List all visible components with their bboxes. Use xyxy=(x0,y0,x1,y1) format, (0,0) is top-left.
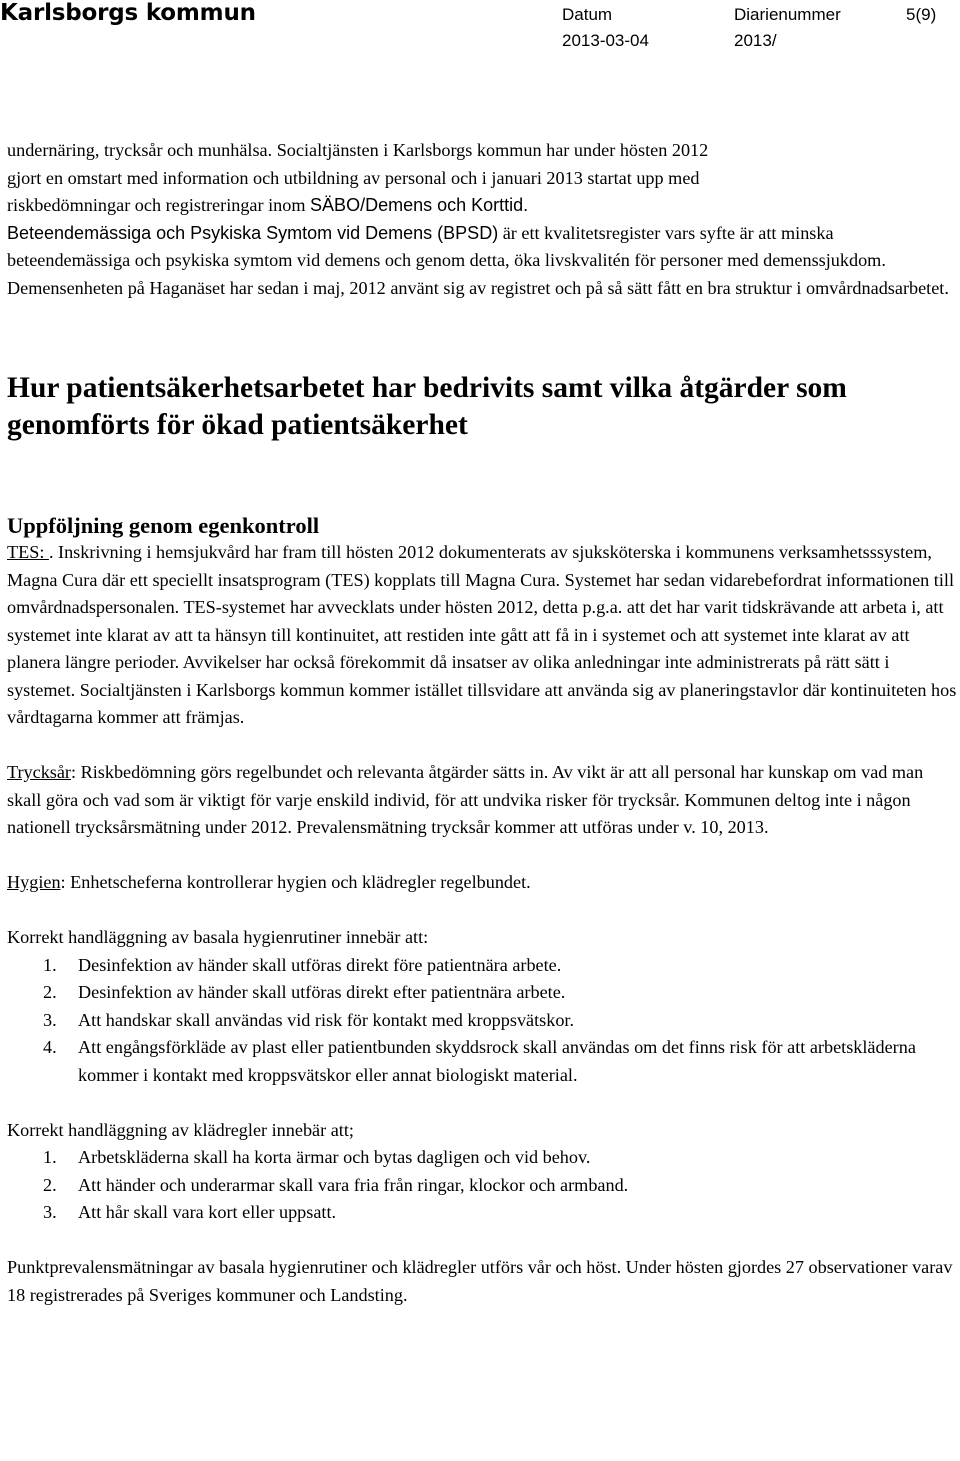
list-number: 1. xyxy=(43,1147,57,1167)
hygien-label: Hygien xyxy=(7,872,61,892)
bpsd-text: Beteendemässiga och Psykiska Symtom vid Demens (BPSD) xyxy=(7,222,499,243)
hygien-paragraph xyxy=(7,869,959,897)
list-number: 2. xyxy=(43,982,57,1002)
basala-list xyxy=(7,952,959,1090)
list-item xyxy=(7,1007,959,1035)
intro-line-sans: SÄBO/Demens och Korttid. xyxy=(310,195,529,215)
list-item xyxy=(7,1172,959,1200)
list-item-text: Att hår skall vara kort eller uppsatt. xyxy=(78,1202,337,1222)
list-number: 3. xyxy=(43,1009,57,1030)
trycksar-text: : Riskbedömning görs regelbundet och relevanta åtgärder sätts in. Av vikt är att all personal har kunskap om vad man skall göra och vad som är viktigt för varje enskild individ, för att undvika risker för trycksår. Kommunen deltog inte i någon nationell trycksårsmätning under 2012. Prevalensmätning trycksår kommer att utföras under v. 10, 2013. xyxy=(7,762,924,837)
intro-paragraph xyxy=(7,137,959,302)
datum-label: Datum xyxy=(562,5,613,24)
intro-line: gjort en omstart med information och utbildning av personal och i januari 2013 startat upp med xyxy=(7,167,700,188)
list-item-text: Att engångsförkläde av plast eller patientbunden skyddsrock skall användas om det finns risk för att arbetskläderna kommer i kontakt med kroppsvätskor eller annat biologiskt material. xyxy=(78,1037,916,1085)
page-number: 5(9) xyxy=(906,5,937,24)
diarienummer-label: Diarienummer xyxy=(734,5,841,24)
tes-label: TES: xyxy=(7,542,49,562)
list-item xyxy=(7,1199,959,1227)
list-item xyxy=(7,1144,959,1172)
basala-intro: Korrekt handläggning av basala hygienrutiner innebär att: xyxy=(7,927,429,947)
subsection-heading: Uppföljning genom egenkontroll xyxy=(7,513,320,538)
list-item-text: Arbetskläderna skall ha korta ärmar och bytas dagligen och vid behov. xyxy=(78,1147,591,1167)
list-item xyxy=(7,952,959,980)
list-number: 1. xyxy=(43,954,57,975)
intro-line: riskbedömningar och registreringar inom xyxy=(7,195,311,215)
karlsborgs-kommun-logo: Karlsborgs kommun xyxy=(0,0,256,26)
datum-value: 2013-03-04 xyxy=(562,31,649,50)
list-number: 2. xyxy=(43,1174,57,1195)
bpsd-description: är ett kvalitetsregister vars syfte är att minska beteendemässiga och psykiska symtom vid demens och genom detta, öka livskvalitén för personer med demenssjukdom. Demensenheten på Haganäset har sedan i maj, 2012 använt sig av registret och på så sätt fått en bra struktur i omvårdnadsarbetet. xyxy=(7,222,949,298)
list-item-text: Att händer och underarmar skall vara fria från ringar, klockor och armband. xyxy=(78,1174,629,1195)
hygien-text: : Enhetscheferna kontrollerar hygien och klädregler regelbundet. xyxy=(60,872,531,892)
list-item xyxy=(7,1034,959,1089)
list-item-text: Desinfektion av händer skall utföras direkt efter patientnära arbete. xyxy=(78,982,566,1002)
diarienummer-value: 2013/ xyxy=(734,31,777,50)
closing-paragraph: Punktprevalensmätningar av basala hygienrutiner och klädregler utförs vår och höst. Under hösten gjordes 27 observationer varav 18 registrerades på Sveriges kommuner och Landsting. xyxy=(7,1257,953,1305)
list-number: 3. xyxy=(43,1202,57,1222)
section-heading: Hur patientsäkerhetsarbetet har bedrivits samt vilka åtgärder som genomförts för ökad patientsäkerhet xyxy=(7,372,847,441)
intro-line: undernäring, trycksår och munhälsa. Socialtjänsten i Karlsborgs kommun har under hösten 2012 xyxy=(7,140,709,160)
list-number: 4. xyxy=(43,1037,57,1057)
tes-text: . Inskrivning i hemsjukvård har fram till hösten 2012 dokumenterats av sjuksköterska i kommunens verksamhetsssystem, Magna Cura där ett speciellt insatsprogram (TES) kopplats till Magna Cura. Systemet har sedan vidarebefordrat informationen till omvårdnadspersonalen. TES-systemet har avvecklats under hösten 2012, detta p.g.a. att det har varit tidskrävande att arbeta i, att systemet inte klarat av att ta hänsyn till kontinuitet, att restiden inte gått att få in i systemet och att systemet inte klarat av att planera längre perioder. Avvikelser har också förekommit då insatser av olika anledningar inte administrerats på rätt sätt i systemet. Socialtjänsten i Karlsborgs kommun kommer istället tillsvidare att använda sig av planeringstavlor där kontinuiteten hos vårdtagarna kommer att främjas. xyxy=(7,542,957,727)
list-item xyxy=(7,979,959,1007)
kladregler-list xyxy=(7,1144,959,1227)
tes-paragraph xyxy=(7,539,959,732)
list-item-text: Att handskar skall användas vid risk för kontakt med kroppsvätskor. xyxy=(78,1009,575,1030)
trycksar-paragraph xyxy=(7,759,959,842)
trycksar-label: Trycksår xyxy=(7,762,71,782)
document-body xyxy=(7,137,959,1309)
list-item-text: Desinfektion av händer skall utföras direkt före patientnära arbete. xyxy=(78,954,562,975)
kladregler-intro: Korrekt handläggning av klädregler innebär att; xyxy=(7,1119,354,1140)
